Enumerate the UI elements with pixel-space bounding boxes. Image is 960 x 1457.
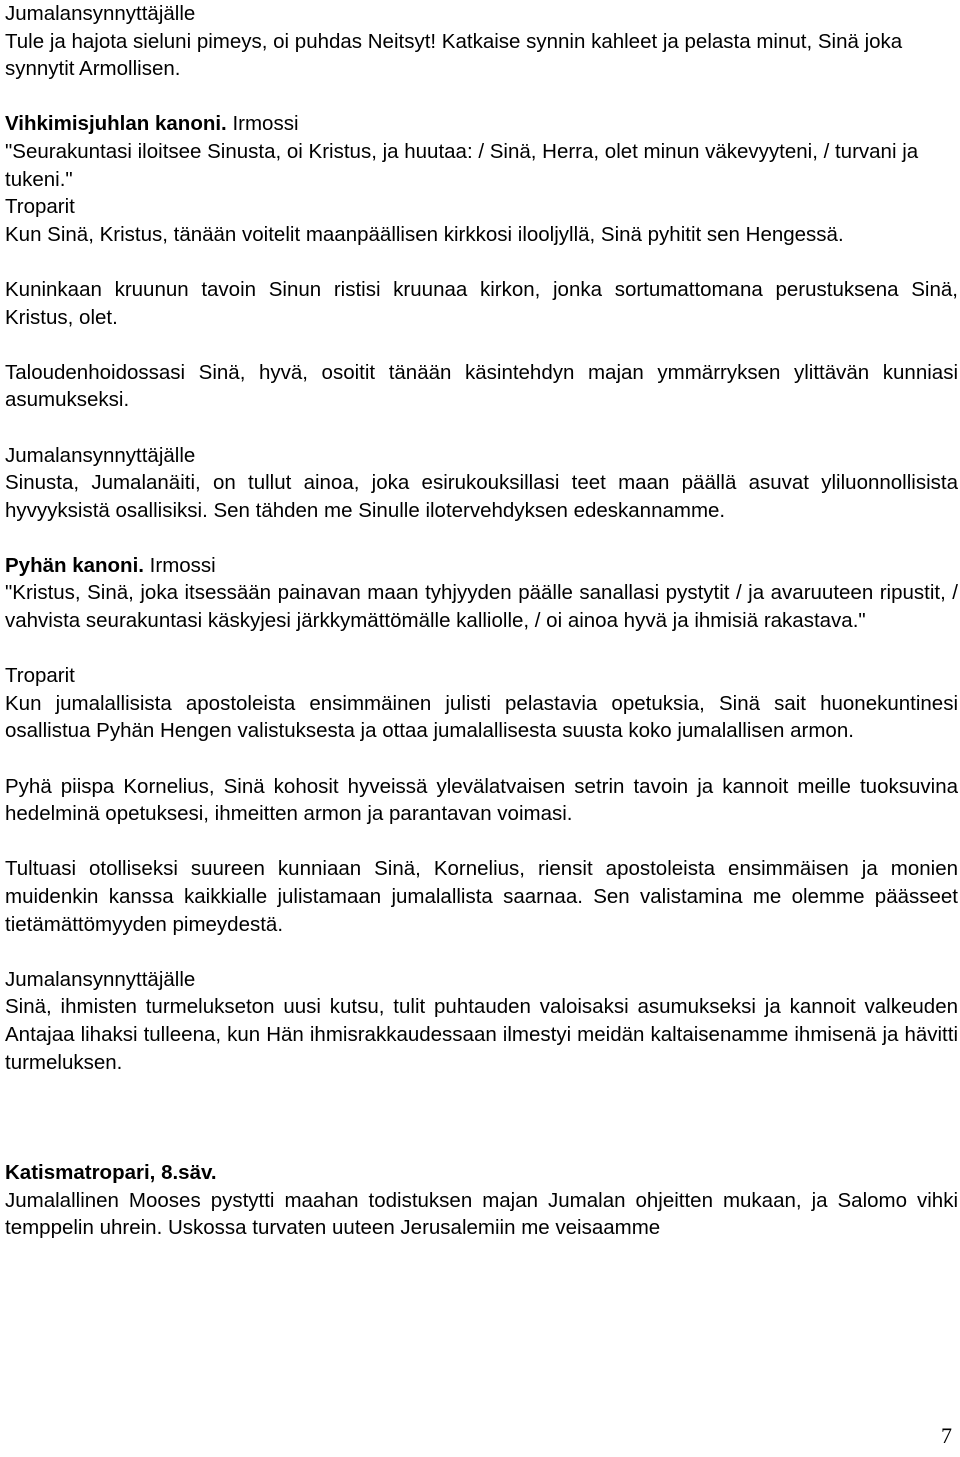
spacer bbox=[5, 524, 958, 552]
troparion-1-2: Kuninkaan kruunun tavoin Sinun ristisi kruunaa kirkon, jonka sortumattomana perustuksena Sinä, Kristus, olet. bbox=[5, 277, 958, 329]
theotokion-label-3: Jumalansynnyttäjälle bbox=[5, 967, 196, 991]
irmos-text-1: "Seurakuntasi iloitsee Sinusta, oi Kristus, ja huutaa: / Sinä, Herra, olet minun väkevyyteni, / turvani ja tukeni." bbox=[5, 139, 919, 191]
sessional-hymn-title: Katismatropari, 8.säv. bbox=[5, 1160, 217, 1184]
troparion-2-1: Kun jumalallisista apostoleista ensimmäinen julisti pelastavia opetuksia, Sinä sait huonekuntinesi osallistua Pyhän Hengen valistuksesta ja ottaa jumalallisesta suusta koko jumalallisen armon. bbox=[5, 691, 958, 743]
troparia-label-2: Troparit bbox=[5, 664, 75, 688]
saint-canon-title: Pyhän kanoni. bbox=[5, 553, 144, 577]
document-page bbox=[5, 0, 958, 1242]
spacer bbox=[5, 1076, 958, 1159]
troparion-2-3: Tultuasi otolliseksi suureen kunniaan Sinä, Kornelius, riensit apostoleista ensimmäisen ja monien muidenkin kanssa kaikkialle julistamaan jumalallista saarnaa. Sen valistamina me olemme päässeet tietämättömyyden pimeydestä. bbox=[5, 857, 958, 936]
theotokion-label-1: Jumalansynnyttäjälle bbox=[5, 2, 196, 25]
page-number: 7 bbox=[941, 1423, 952, 1448]
consecration-canon-heading bbox=[5, 110, 958, 138]
consecration-canon-title: Vihkimisjuhlan kanoni. bbox=[5, 112, 227, 136]
spacer bbox=[5, 414, 958, 442]
irmos-label-1: Irmossi bbox=[226, 112, 299, 136]
spacer bbox=[5, 635, 958, 663]
theotokion-text-3: Sinä, ihmisten turmelukseton uusi kutsu, tulit puhtauden valoisaksi asumukseksi ja kannoit valkeuden Antajaa lihaksi tulleena, kun Hän ihmisrakkaudessaan ilmestyi meidän kaltaisenamme ihmisenä ja hävitti turmeluksen. bbox=[5, 995, 958, 1074]
spacer bbox=[5, 938, 958, 966]
spacer bbox=[5, 248, 958, 276]
spacer bbox=[5, 745, 958, 773]
sessional-hymn-heading bbox=[5, 1159, 958, 1187]
spacer bbox=[5, 828, 958, 856]
irmos-label-2: Irmossi bbox=[143, 553, 216, 577]
troparion-1-3: Taloudenhoidossasi Sinä, hyvä, osoitit tänään käsintehdyn majan ymmärryksen ylittävän kunniasi asumukseksi. bbox=[5, 360, 958, 412]
spacer bbox=[5, 83, 958, 111]
irmos-text-2: "Kristus, Sinä, joka itsessään painavan maan tyhjyyden päälle sanallasi pystytit / ja avaruuteen ripustit, / vahvista seurakuntasi käskyjesi järkkymättömälle kalliolle, / oi ainoa hyvä ja ihmisiä rakastava." bbox=[5, 581, 958, 633]
spacer bbox=[5, 331, 958, 359]
sessional-hymn-text: Jumalallinen Mooses pystytti maahan todistuksen majan Jumalan ohjeitten mukaan, ja Salomo vihki temppelin uhrein. Uskossa turvaten uuteen Jerusalemiin me veisaamme bbox=[5, 1188, 958, 1240]
troparion-2-2: Pyhä piispa Kornelius, Sinä kohosit hyveissä ylevälatvaisen setrin tavoin ja kannoit meille tuoksuvina hedelminä opetuksesi, ihmeitten armon ja parantavan voimasi. bbox=[5, 774, 958, 826]
theotokion-label-2: Jumalansynnyttäjälle bbox=[5, 443, 196, 467]
theotokion-text-1: Tule ja hajota sieluni pimeys, oi puhdas Neitsyt! Katkaise synnin kahleet ja pelasta minut, Sinä joka synnytit Armollisen. bbox=[5, 29, 903, 81]
theotokion-text-2: Sinusta, Jumalanäiti, on tullut ainoa, joka esirukouksillasi teet maan päällä asuvat yliluonnollisista hyvyyksistä osallisiksi. Sen tähden me Sinulle ilotervehdyksen edeskannamme. bbox=[5, 471, 958, 522]
saint-canon-heading bbox=[5, 552, 958, 580]
troparion-1-1: Kun Sinä, Kristus, tänään voitelit maanpäällisen kirkkosi ilooljyllä, Sinä pyhitit sen Hengessä. bbox=[5, 222, 844, 246]
troparia-label-1: Troparit bbox=[5, 195, 75, 219]
